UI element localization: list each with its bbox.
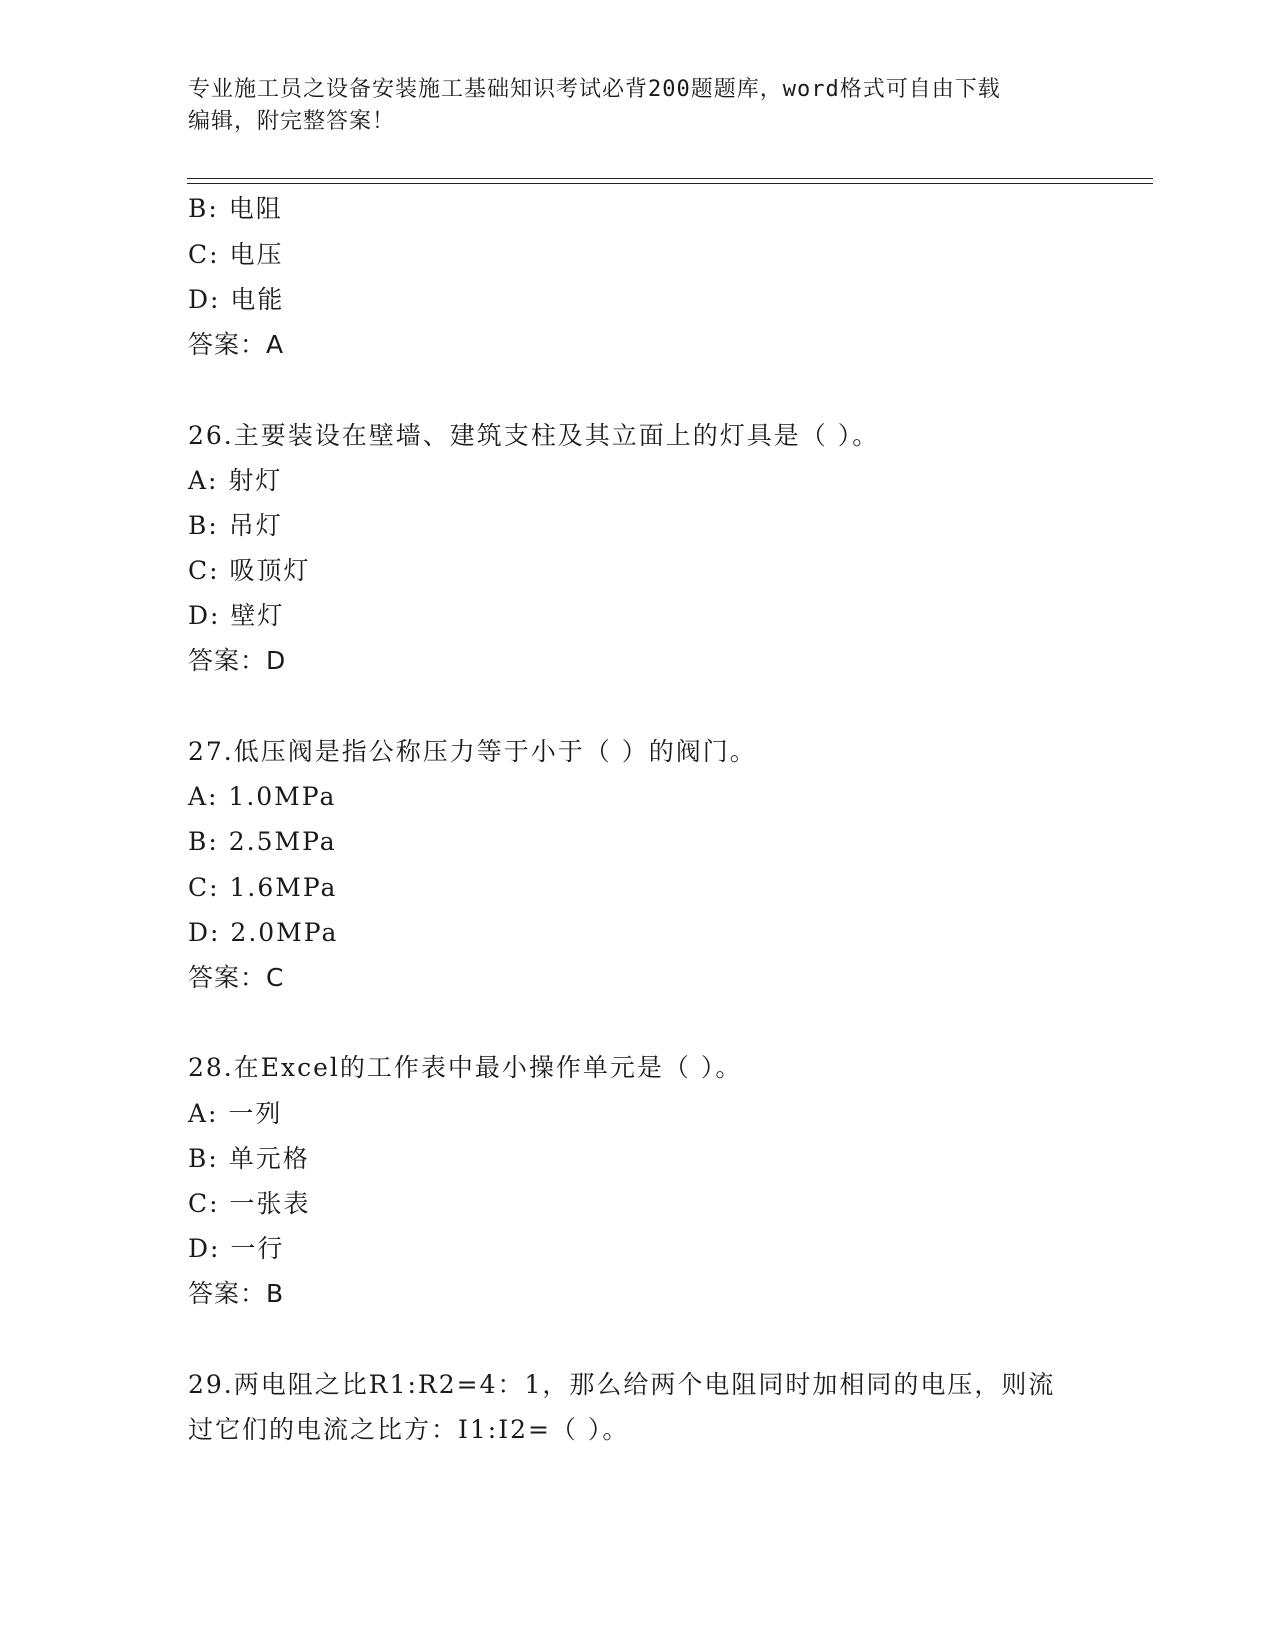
q29-question-line-2: 过它们的电流之比方：I1:I2=（ ）。 [188,1415,630,1444]
q25-option-d: D: 电能 [188,285,285,314]
q25-answer: 答案：A [188,330,285,359]
q27-question: 27.低压阀是指公称压力等于小于（ ）的阀门。 [188,737,757,766]
header-title-line-2: 编辑，附完整答案！ [188,109,396,134]
header-title-line-1: 专业施工员之设备安装施工基础知识考试必背200题题库，word格式可自由下载 [188,77,1001,102]
q27-option-d: D: 2.0MPa [188,918,339,947]
q26-option-d: D: 壁灯 [188,601,285,630]
q27-option-a: A: 1.0MPa [188,782,337,811]
header-divider-bottom [187,183,1153,184]
q28-option-c: C: 一张表 [188,1189,311,1218]
q26-answer: 答案：D [188,646,287,675]
q26-option-b: B: 吊灯 [188,511,283,540]
q28-option-a: A: 一列 [188,1099,283,1128]
page-header [188,74,1088,138]
q26-option-a: A: 射灯 [188,466,283,495]
q28-option-d: D: 一行 [188,1234,285,1263]
q27-answer: 答案：C [188,963,285,992]
q26-option-c: C: 吸顶灯 [188,556,311,585]
q28-answer: 答案：B [188,1279,285,1308]
q26-question: 26.主要装设在壁墙、建筑支柱及其立面上的灯具是（ ）。 [188,421,880,450]
header-divider-top [187,178,1153,179]
q27-option-b: B: 2.5MPa [188,827,337,856]
q28-question: 28.在Excel的工作表中最小操作单元是（ ）。 [188,1053,743,1082]
q25-option-c: C: 电压 [188,240,284,269]
q29-question-line-1: 29.两电阻之比R1:R2=4：1，那么给两个电阻同时加相同的电压，则流 [188,1370,1056,1399]
q25-option-b: B: 电阻 [188,194,283,223]
q28-option-b: B: 单元格 [188,1144,310,1173]
q27-option-c: C: 1.6MPa [188,873,338,902]
